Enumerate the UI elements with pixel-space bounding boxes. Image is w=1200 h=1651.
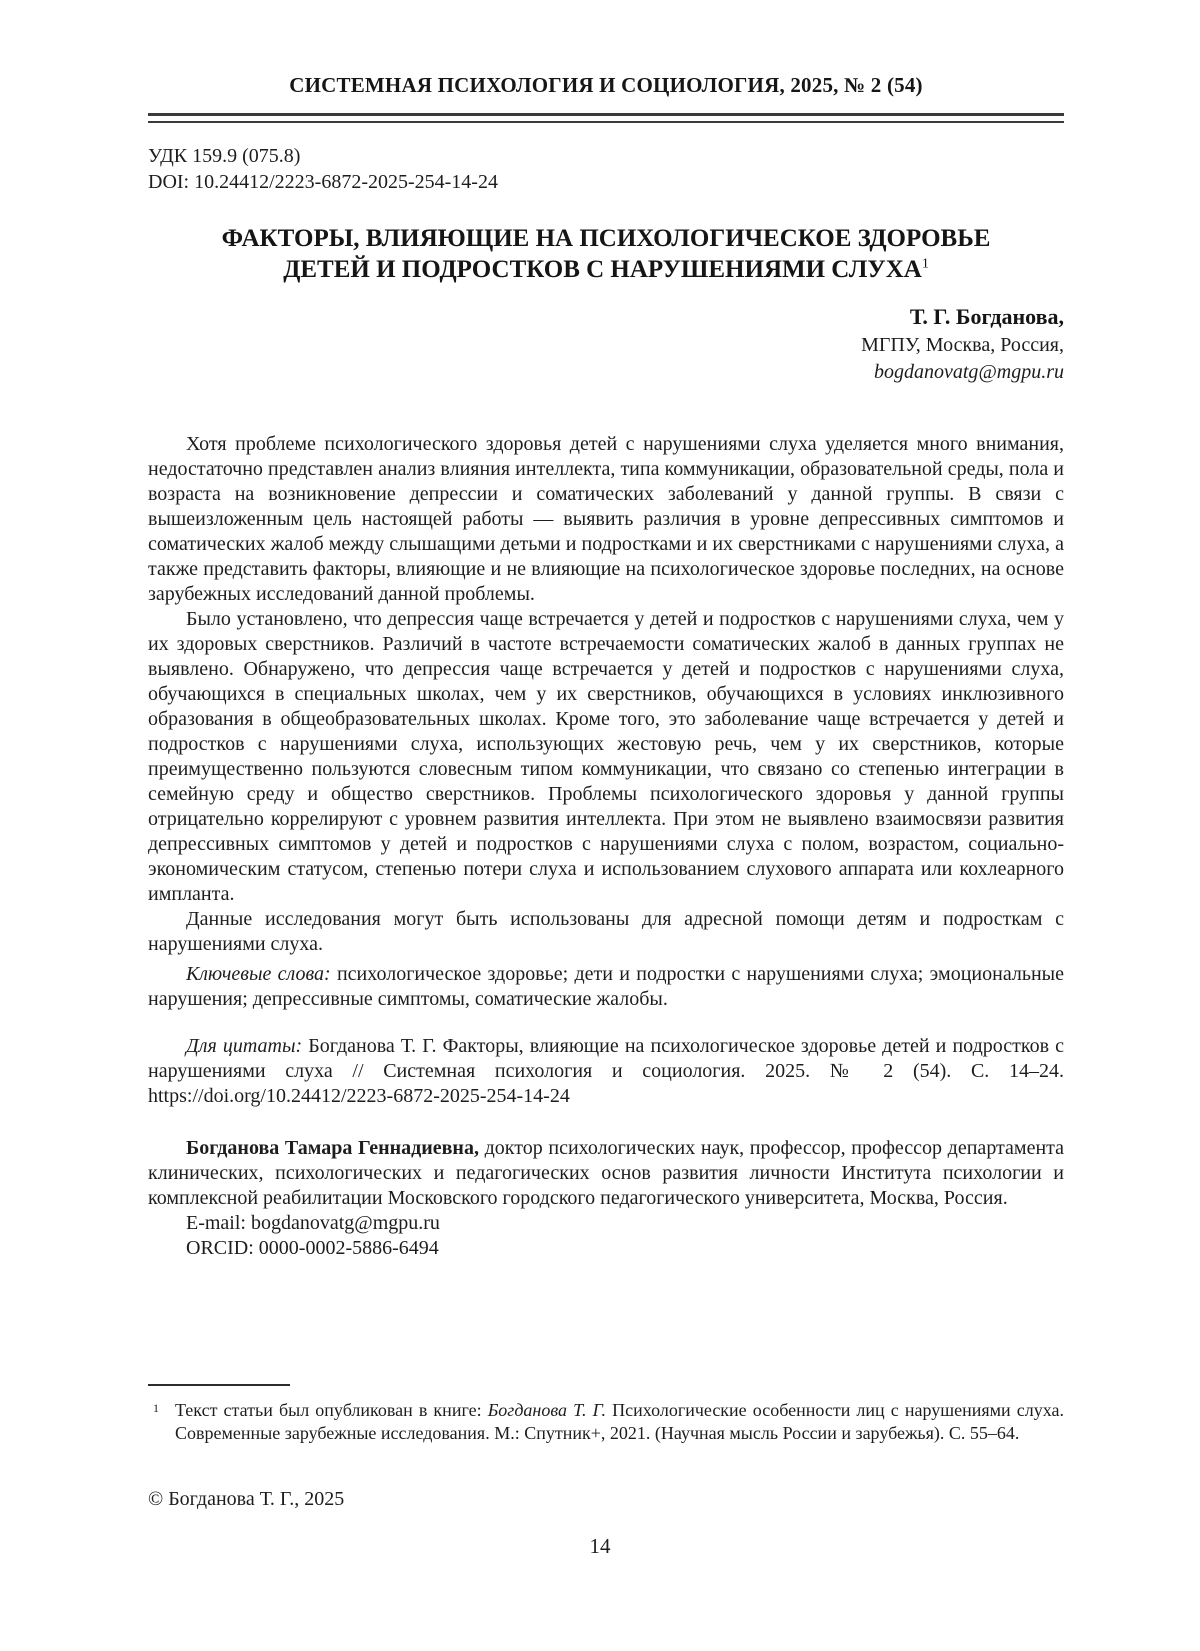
abstract-paragraph-1: Хотя проблеме психологического здоровья детей с нарушениями слуха уделяется много внимания, недостаточно представлен анализ влияния интеллекта, типа коммуникации, образовательной среды, пола и возраста на возникновение депрессии и соматических заболеваний у данной группы. В связи с вышеизложенным цель настоящей работы — выявить различия в уровне депрессивных симптомов и соматических жалоб между слышащими детьми и подростками и их сверстниками с нарушениями слуха, а также представить факторы, влияющие и не влияющие на психологическое здоровье последних, на основе зарубежных исследований данной проблемы. <box>148 433 1064 605</box>
footnote-text-after: Психологические особенности лиц с нарушениями слуха. Современные зарубежные исследования. М.: Спутник+, 2021. (Научная мысль России и зарубежья). С. 55–64. <box>175 1400 1064 1443</box>
citation-text: Богданова Т. Г. Факторы, влияющие на психологическое здоровье детей и подростков с нарушениями слуха // Системная психология и социология. 2025. № 2 (54). С. 14–24. https://doi.org/10.24412/2223-6872-2025-254-14-24 <box>148 1035 1064 1107</box>
udk-code: УДК 159.9 (075.8) <box>148 145 301 167</box>
author-name: Т. Г. Богданова, <box>909 304 1064 329</box>
article-title-line1: ФАКТОРЫ, ВЛИЯЮЩИЕ НА ПСИХОЛОГИЧЕСКОЕ ЗДОРОВЬЕ <box>221 225 991 252</box>
page-number: 14 <box>589 1534 611 1558</box>
copyright-line: © Богданова Т. Г., 2025 <box>148 1488 345 1510</box>
citation-label: Для цитаты: <box>186 1035 303 1057</box>
footnote <box>148 1399 1064 1445</box>
citation-paragraph <box>148 1034 1064 1109</box>
author-bio-paragraph <box>148 1136 1064 1211</box>
header-double-rule <box>148 113 1064 123</box>
bio-orcid-line: ORCID: 0000-0002-5886-6494 <box>186 1237 439 1259</box>
journal-header: СИСТЕМНАЯ ПСИХОЛОГИЯ И СОЦИОЛОГИЯ, 2025, № 2 (54) <box>289 73 923 97</box>
author-email: bogdanovatg@mgpu.ru <box>873 361 1064 383</box>
keywords-text: психологическое здоровье; дети и подростки с нарушениями слуха; эмоциональные нарушения; депрессивные симптомы, соматические жалобы. <box>148 963 1064 1010</box>
author-block <box>148 301 1064 386</box>
footnote-separator-rule <box>148 1384 290 1386</box>
title-footnote-mark: 1 <box>921 256 929 272</box>
footnote-mark: 1 <box>153 1401 159 1415</box>
footnote-text-before: Текст статьи был опубликован в книге: <box>175 1400 488 1420</box>
bio-author-name: Богданова Тамара Геннадиевна, <box>186 1137 479 1159</box>
bio-email-line: E-mail: bogdanovatg@mgpu.ru <box>186 1212 440 1234</box>
abstract <box>148 432 1064 957</box>
keywords-label: Ключевые слова: <box>186 963 331 985</box>
abstract-paragraph-3: Данные исследования могут быть использованы для адресной помощи детям и подросткам с нарушениями слуха. <box>148 908 1064 955</box>
bio-text: доктор психологических наук, профессор, профессор департамента клинических, психологических и педагогических основ развития личности Института психологии и комплексной реабилитации Московского городского педагогического университета, Москва, Россия. <box>148 1137 1065 1209</box>
doi-code: DOI: 10.24412/2223-6872-2025-254-14-24 <box>148 171 498 193</box>
article-title-line2: ДЕТЕЙ И ПОДРОСТКОВ С НАРУШЕНИЯМИ СЛУХА <box>283 256 922 283</box>
abstract-paragraph-2: Было установлено, что депрессия чаще встречается у детей и подростков с нарушениями слуха, чем у их здоровых сверстников. Различий в частоте встречаемости соматических жалоб в данных группах не выявлено. Обнаружено, что депрессия чаще встречается у детей и подростков с нарушениями слуха, обучающихся в специальных школах, чем у их сверстников, обучающихся в условиях инклюзивного образования в общеобразовательных школах. Кроме того, это заболевание чаще встречается у детей и подростков с нарушениями слуха, использующих жестовую речь, чем у их сверстников, которые преимущественно пользуются словесным типом коммуникации, что связано со степенью интеграции в семейную среду и общество сверстников. Проблемы психологического здоровья у данной группы отрицательно коррелируют с уровнем развития интеллекта. При этом не выявлено взаимосвязи развития депрессивных симптомов у детей и подростков с нарушениями слуха с полом, возрастом, социально-экономическим статусом, степенью потери слуха и использованием слухового аппарата или кохлеарного импланта. <box>148 608 1064 905</box>
author-affiliation: МГПУ, Москва, Россия, <box>861 334 1064 356</box>
article-title <box>148 223 1064 285</box>
article-meta <box>148 143 1064 195</box>
keywords-paragraph <box>148 962 1064 1012</box>
footnote-text-italic: Богданова Т. Г. <box>487 1400 607 1420</box>
